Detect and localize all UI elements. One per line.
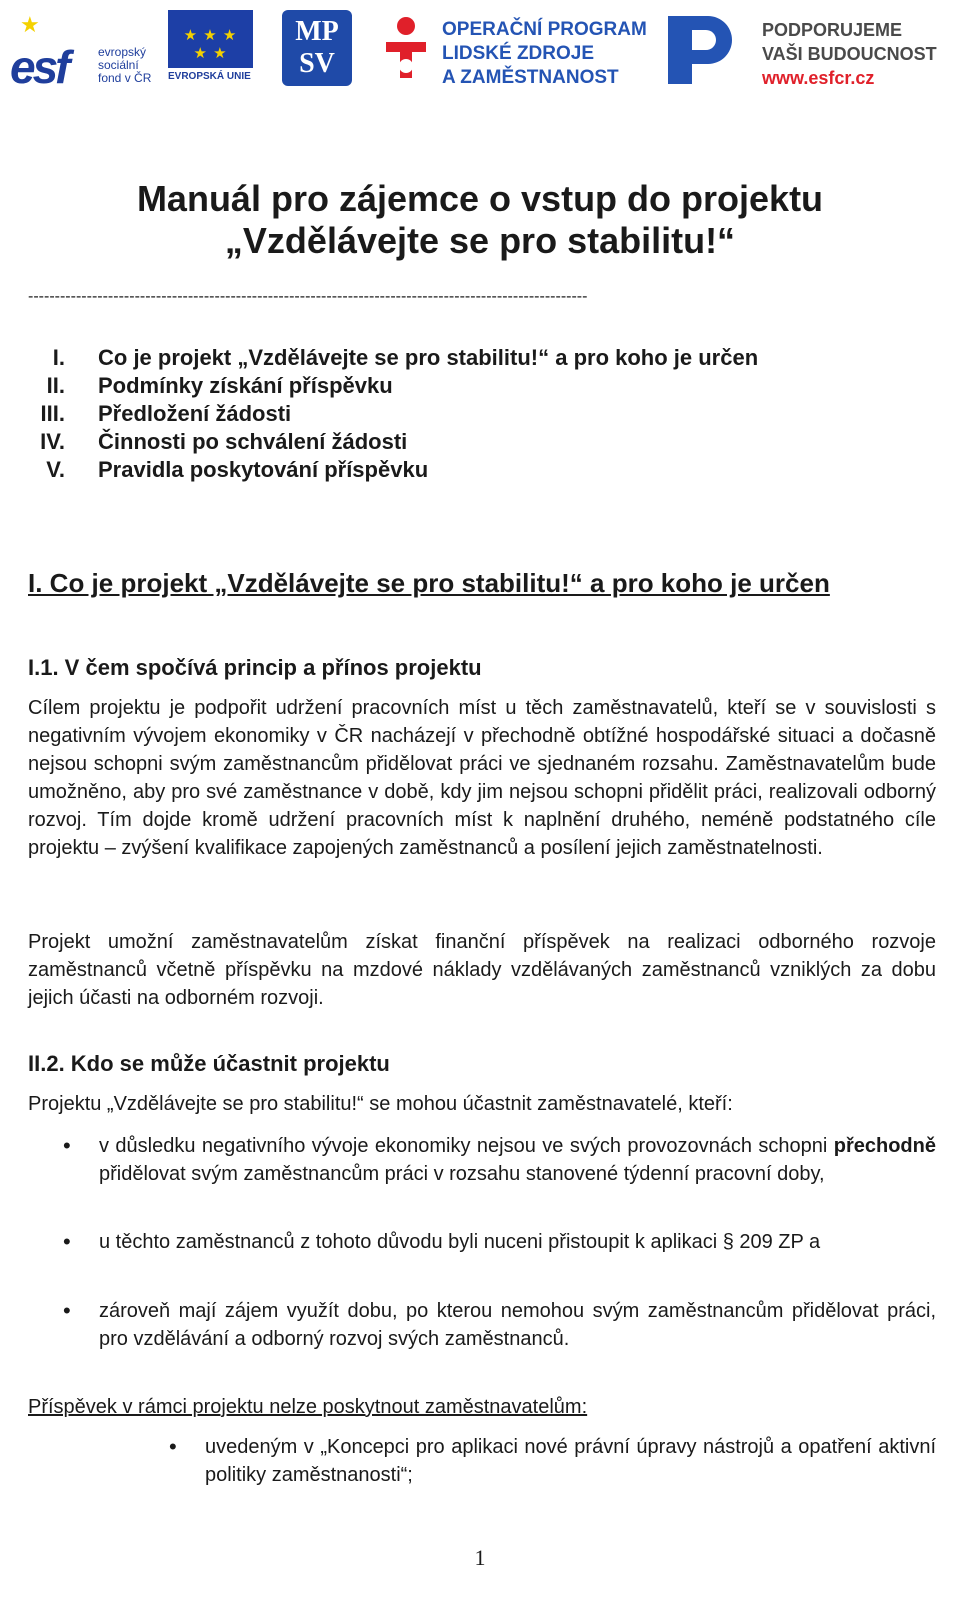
- eu-logo: [168, 10, 260, 90]
- toc-text: Pravidla poskytování příspěvku: [98, 457, 429, 482]
- list-item: • u těchto zaměstnanců z tohoto důvodu byli nuceni přistoupit k aplikaci § 209 ZP a: [99, 1228, 936, 1256]
- oplzz-logo-text: [442, 18, 647, 90]
- mpsv-logo-text: MP SV: [295, 16, 339, 79]
- support-url: www.esfcr.cz: [762, 68, 875, 88]
- title-line1: Manuál pro zájemce o vstup do projektu: [136, 178, 824, 219]
- exclusion-heading: Příspěvek v rámci projektu nelze poskytnout zaměstnavatelům:: [28, 1396, 588, 1418]
- title-line2: „Vzdělávejte se pro stabilitu!“: [224, 220, 736, 261]
- support-line1: PODPORUJEME: [762, 20, 903, 40]
- paragraph: Projektu „Vzdělávejte se pro stabilitu!“ se mohou účastnit zaměstnavatelé, kteří:: [28, 1093, 733, 1115]
- support-logo-text: [762, 18, 937, 90]
- page-number: 1: [474, 1545, 486, 1570]
- oplzz-line2: LIDSKÉ ZDROJE: [442, 43, 595, 64]
- toc-number: I.: [52, 345, 65, 370]
- support-line2: VAŠI BUDOUCNOST: [762, 44, 937, 64]
- toc-item: [0, 400, 960, 428]
- support-symbol-icon: [662, 12, 734, 88]
- paragraph: Projekt umožní zaměstnavatelům získat finanční příspěvek na realizaci odborného rozvoje zaměstnanců včetně příspěvku na mzdové náklady vzdělávaných zaměstnanců vzniklých za dobu jejich účasti na odborném rozvoji.: [28, 931, 936, 1009]
- oplzz-logo: [380, 10, 647, 90]
- divider: ---------------------------------------------------------------------------------------------------------: [28, 288, 588, 305]
- list-item-text: v důsledku negativního vývoje ekonomiky nejsou ve svých provozovnách schopni: [99, 1135, 834, 1157]
- oplzz-symbol-icon: [380, 14, 432, 84]
- subsection-heading: I.1. V čem spočívá princip a přínos projektu: [28, 655, 482, 680]
- list-item: [99, 1132, 936, 1188]
- eu-logo-caption: EVROPSKÁ UNIE: [168, 71, 251, 82]
- logo-bar: [10, 10, 950, 95]
- list-item: • uvedeným v „Koncepci pro aplikaci nové právní úpravy nástrojů a opatření aktivní politiky zaměstnanosti“;: [205, 1433, 936, 1489]
- toc-text: Předložení žádosti: [98, 401, 292, 426]
- esf-logo-text: esf: [10, 41, 68, 93]
- paragraph: Cílem projektu je podpořit udržení pracovních míst u těch zaměstnavatelů, kteří se v souvislosti s negativním vývojem ekonomiky v ČR nacházejí v přechodně obtížné hospodářské situaci a dočasně nejsou schopni svým zaměstnancům přidělovat práci ve sjednaném rozsahu. Zaměstnavatelům bude umožněno, aby pro své zaměstnance v době, kdy jim nejsou schopni přidělit práci, realizovali odborný rozvoj. Tím dojde kromě udržení pracovních míst k naplnění druhého, neméně podstatného cíle projektu – zvýšení kvalifikace zapojených zaměstnanců a posílení jejich zaměstnatelnosti.: [28, 697, 936, 859]
- toc-number: V.: [46, 457, 65, 482]
- toc-number: II.: [46, 373, 65, 398]
- esf-logo: [10, 10, 160, 93]
- toc-item: [0, 372, 960, 400]
- table-of-contents: [0, 344, 960, 484]
- oplzz-line1: OPERAČNÍ PROGRAM: [442, 19, 647, 40]
- toc-number: IV.: [40, 429, 65, 454]
- toc-number: III.: [40, 401, 65, 426]
- document-title: [0, 178, 960, 262]
- subsection-heading: II.2. Kdo se může účastnit projektu: [28, 1051, 390, 1076]
- toc-text: Co je projekt „Vzdělávejte se pro stabilitu!“ a pro koho je určen: [98, 345, 759, 370]
- list-item-text: přidělovat svým zaměstnancům práci v rozsahu stanovené týdenní pracovní doby,: [99, 1163, 825, 1185]
- mpsv-logo: [282, 10, 352, 86]
- toc-item: [0, 456, 960, 484]
- toc-item: [0, 344, 960, 372]
- support-logo: [662, 10, 950, 90]
- esf-logo-caption: evropský sociální fond v ČR: [98, 45, 152, 85]
- list-item-bold: přechodně: [833, 1135, 936, 1157]
- star-icon: ★: [20, 12, 40, 37]
- list-item: • zároveň mají zájem využít dobu, po kterou nemohou svým zaměstnancům přidělovat práci, pro vzdělávání a odborný rozvoj svých zaměstnanců.: [99, 1297, 936, 1353]
- oplzz-line3: A ZAMĚSTNANOST: [442, 67, 619, 88]
- toc-text: Činnosti po schválení žádosti: [98, 429, 408, 454]
- eu-flag-icon: ★ ★ ★ ★ ★: [168, 10, 253, 68]
- toc-text: Podmínky získání příspěvku: [98, 373, 393, 398]
- toc-item: [0, 428, 960, 456]
- section-heading: I. Co je projekt „Vzdělávejte se pro stabilitu!“ a pro koho je určen: [28, 568, 830, 598]
